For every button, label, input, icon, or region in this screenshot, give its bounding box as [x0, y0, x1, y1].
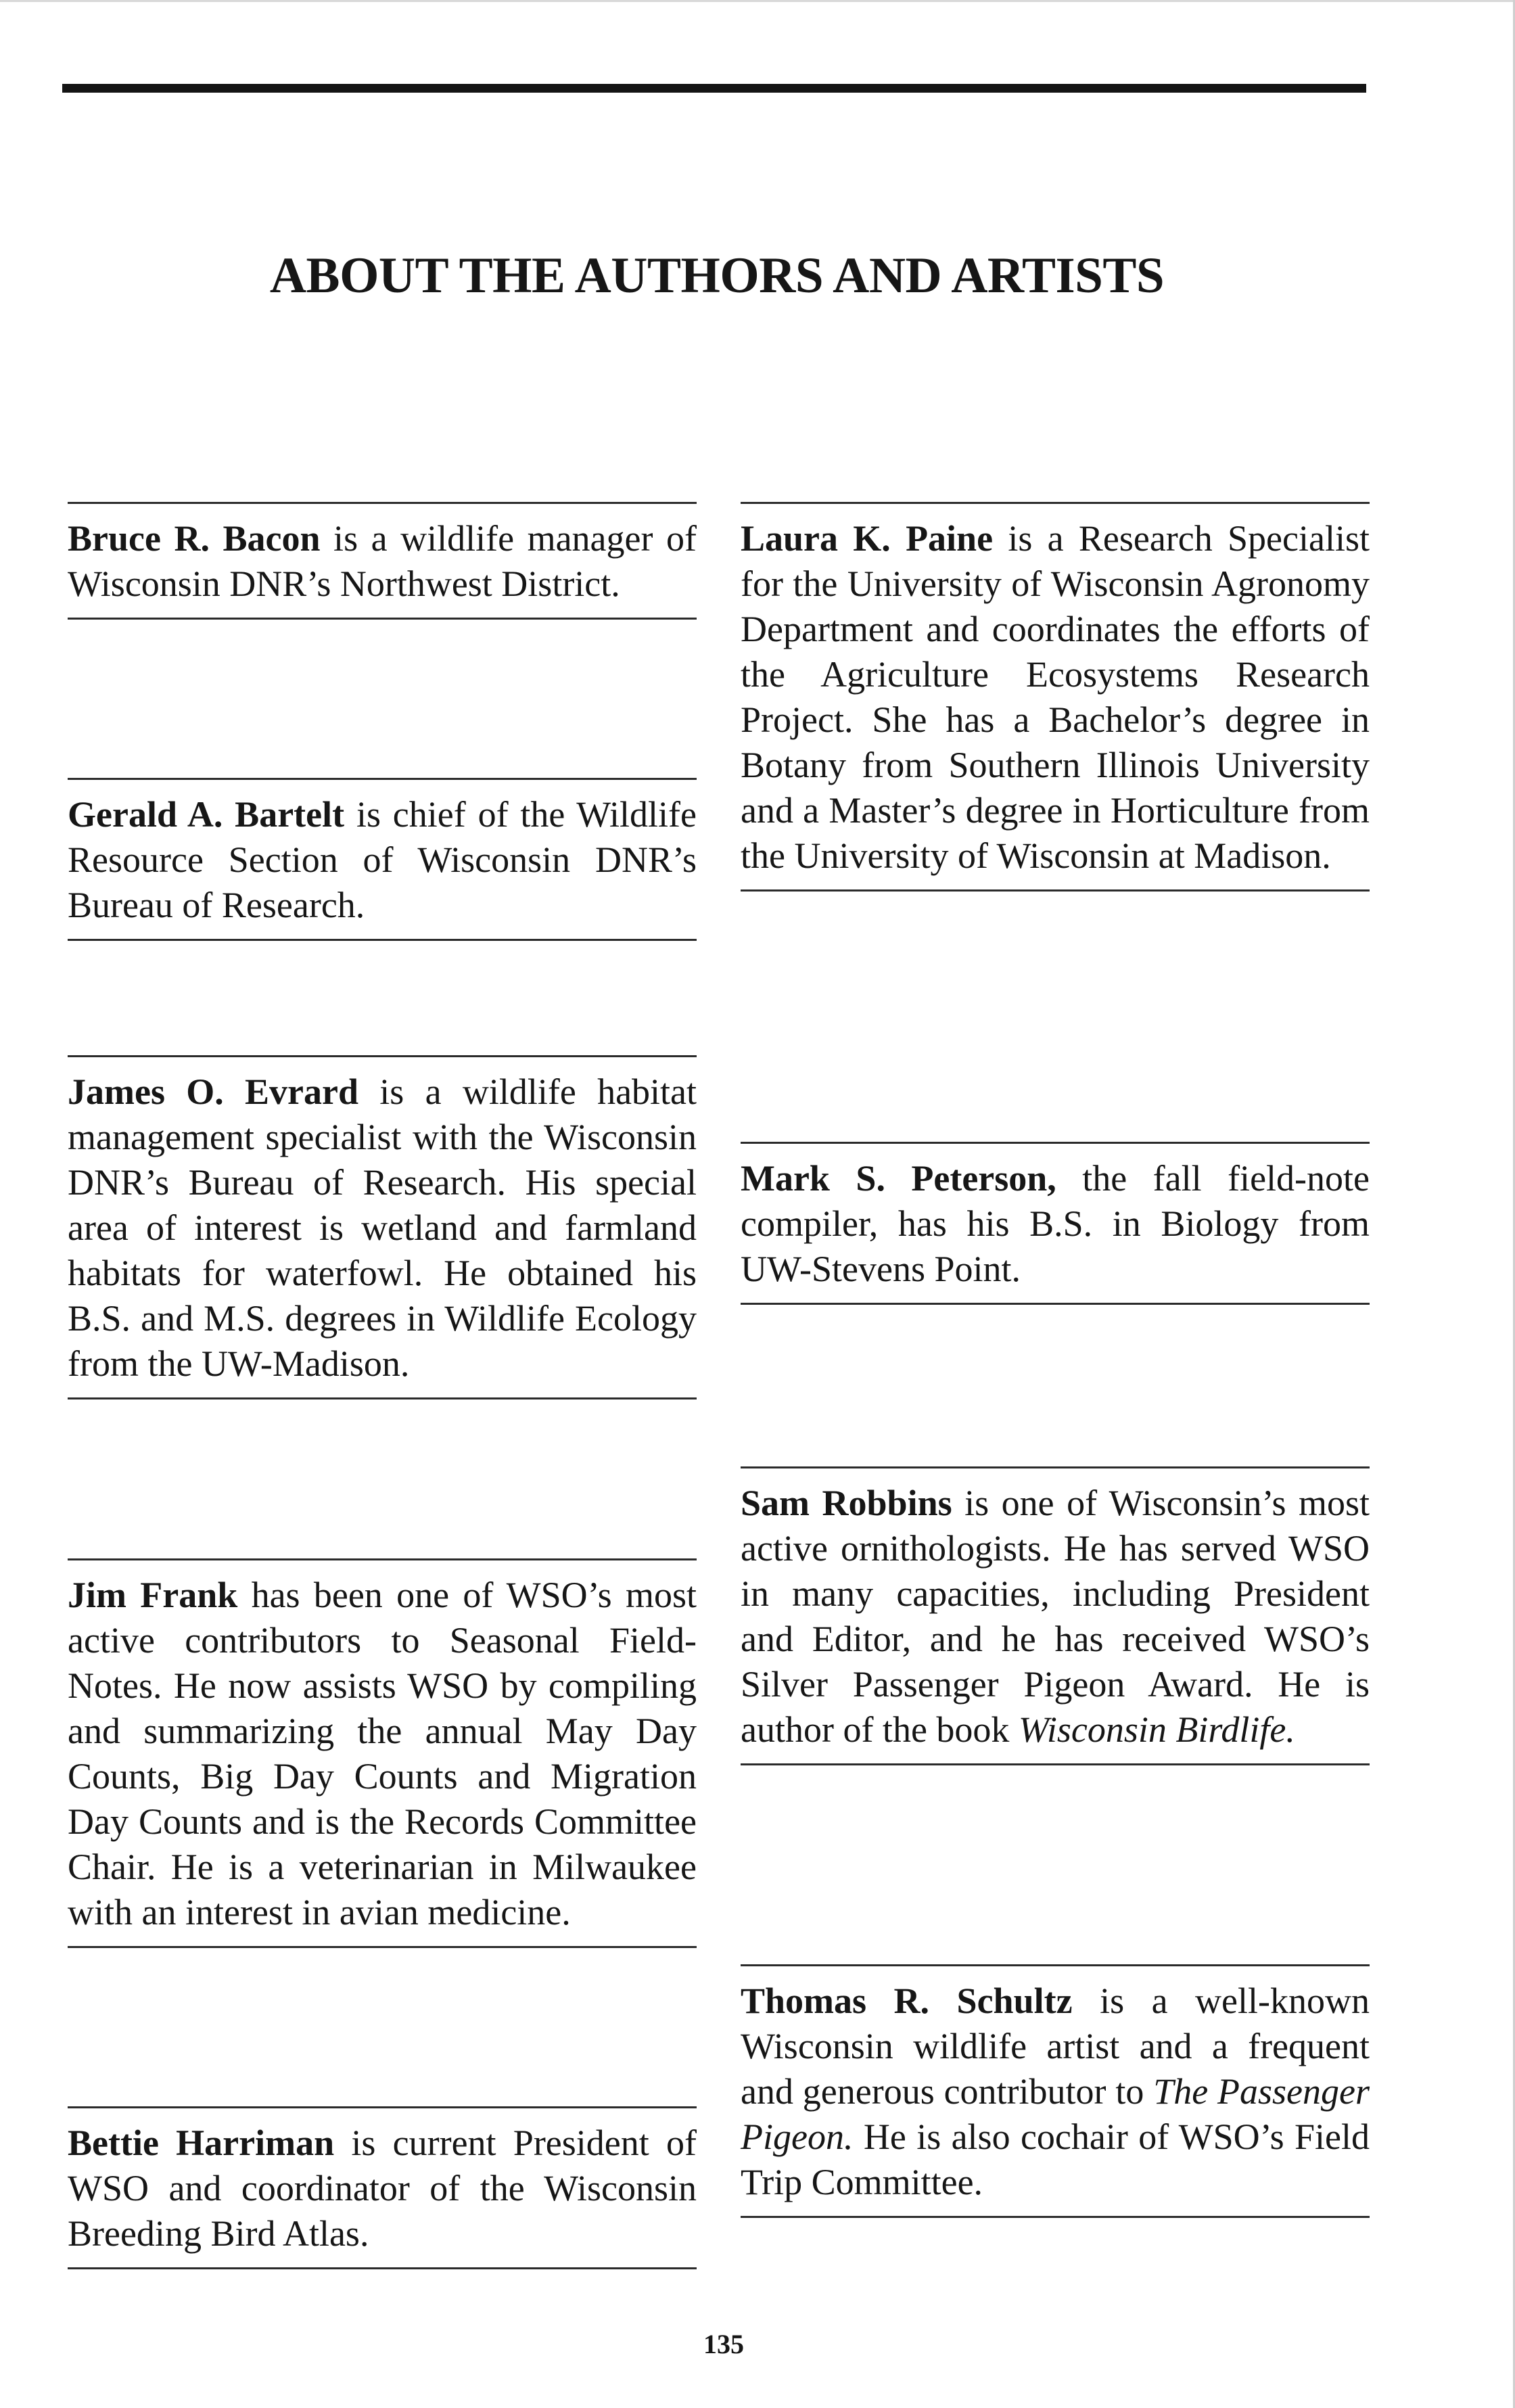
author-name: Gerald A. Bartelt	[68, 794, 345, 835]
bio-bottom-rule	[741, 1303, 1370, 1305]
bio-description: is a wildlife habitat management specialist with the Wisconsin DNR’s Bureau of Research. His special area of interest is wetland and farmland habitats for waterfowl. He obtained his B.S. and M.S. degrees in Wildlife Ecology from the UW-Madison.	[68, 1071, 697, 1384]
scan-top-edge	[0, 0, 1515, 2]
bio-thomas-schultz	[741, 1964, 1370, 2218]
page-title: ABOUT THE AUTHORS AND ARTISTS	[269, 248, 1165, 304]
bio-mark-peterson	[741, 1142, 1370, 1305]
bio-text	[741, 1966, 1370, 2216]
bio-bettie-harriman	[68, 2106, 697, 2269]
bio-james-evrard	[68, 1055, 697, 1399]
bio-description: has been one of WSO’s most active contributors to Seasonal Field-Notes. He now assists WSO by compiling and summarizing the annual May Day Counts, Big Day Counts and Migration Day Counts and is the Records Committee Chair. He is a veterinarian in Milwaukee with an interest in avian medicine.	[68, 1575, 697, 1932]
bio-text	[68, 1560, 697, 1946]
bio-text	[741, 1144, 1370, 1303]
author-name: Laura K. Paine	[741, 518, 994, 559]
bio-text	[68, 504, 697, 618]
bio-text	[741, 504, 1370, 889]
bio-text	[741, 1468, 1370, 1763]
bio-description-end: He is also cochair of WSO’s Field Trip Committee.	[741, 2116, 1370, 2202]
bio-description: is one of Wisconsin’s most active ornithologists. He has served WSO in many capacities, including President and Editor, and he has received WSO’s Silver Passenger Pigeon Award. He is author of the book	[741, 1483, 1370, 1750]
bio-bottom-rule	[741, 1763, 1370, 1765]
bio-bottom-rule	[68, 1397, 697, 1399]
bio-bottom-rule	[68, 1946, 697, 1948]
bio-description: is chief of the Wildlife Resource Section of Wisconsin DNR’s Bureau of Research.	[68, 794, 697, 925]
bio-bottom-rule	[68, 2267, 697, 2269]
book-title: Wisconsin Birdlife.	[1018, 1709, 1295, 1750]
bio-description: is a wildlife manager of Wisconsin DNR’s Northwest District.	[68, 518, 697, 604]
bio-description: is a well-known Wisconsin wildlife artist and a frequent and generous contributor to	[741, 1981, 1370, 2112]
author-name: Mark S. Peterson,	[741, 1158, 1056, 1199]
bio-description: the fall field-note compiler, has his B.S. in Biology from UW-Stevens Point.	[741, 1158, 1370, 1289]
author-name: Thomas R. Schultz	[741, 1981, 1073, 2021]
header-rule	[62, 84, 1366, 93]
bio-bruce-bacon	[68, 502, 697, 620]
author-name: Jim Frank	[68, 1575, 238, 1615]
bio-bottom-rule	[741, 889, 1370, 892]
bio-description: is current President of WSO and coordinator of the Wisconsin Breeding Bird Atlas.	[68, 2123, 697, 2254]
bio-laura-paine	[741, 502, 1370, 892]
page-number: 135	[703, 2329, 744, 2359]
bio-text	[68, 1057, 697, 1397]
author-name: Bruce R. Bacon	[68, 518, 321, 559]
bio-jim-frank	[68, 1558, 697, 1948]
publication-title: The Passenger Pigeon.	[741, 2071, 1370, 2157]
bio-bottom-rule	[741, 2216, 1370, 2218]
bio-text	[68, 780, 697, 939]
bio-sam-robbins	[741, 1466, 1370, 1765]
author-name: Bettie Harriman	[68, 2123, 335, 2163]
author-name: Sam Robbins	[741, 1483, 952, 1523]
bio-bottom-rule	[68, 618, 697, 620]
bio-description: is a Research Specialist for the University of Wisconsin Agronomy Department and coordinates the efforts of the Agriculture Ecosystems Research Project. She has a Bachelor’s degree in Botany from Southern Illinois University and a Master’s degree in Horticulture from the University of Wisconsin at Madison.	[741, 518, 1370, 876]
author-name: James O. Evrard	[68, 1071, 359, 1112]
bio-gerald-bartelt	[68, 778, 697, 941]
bio-text	[68, 2108, 697, 2267]
bio-bottom-rule	[68, 939, 697, 941]
